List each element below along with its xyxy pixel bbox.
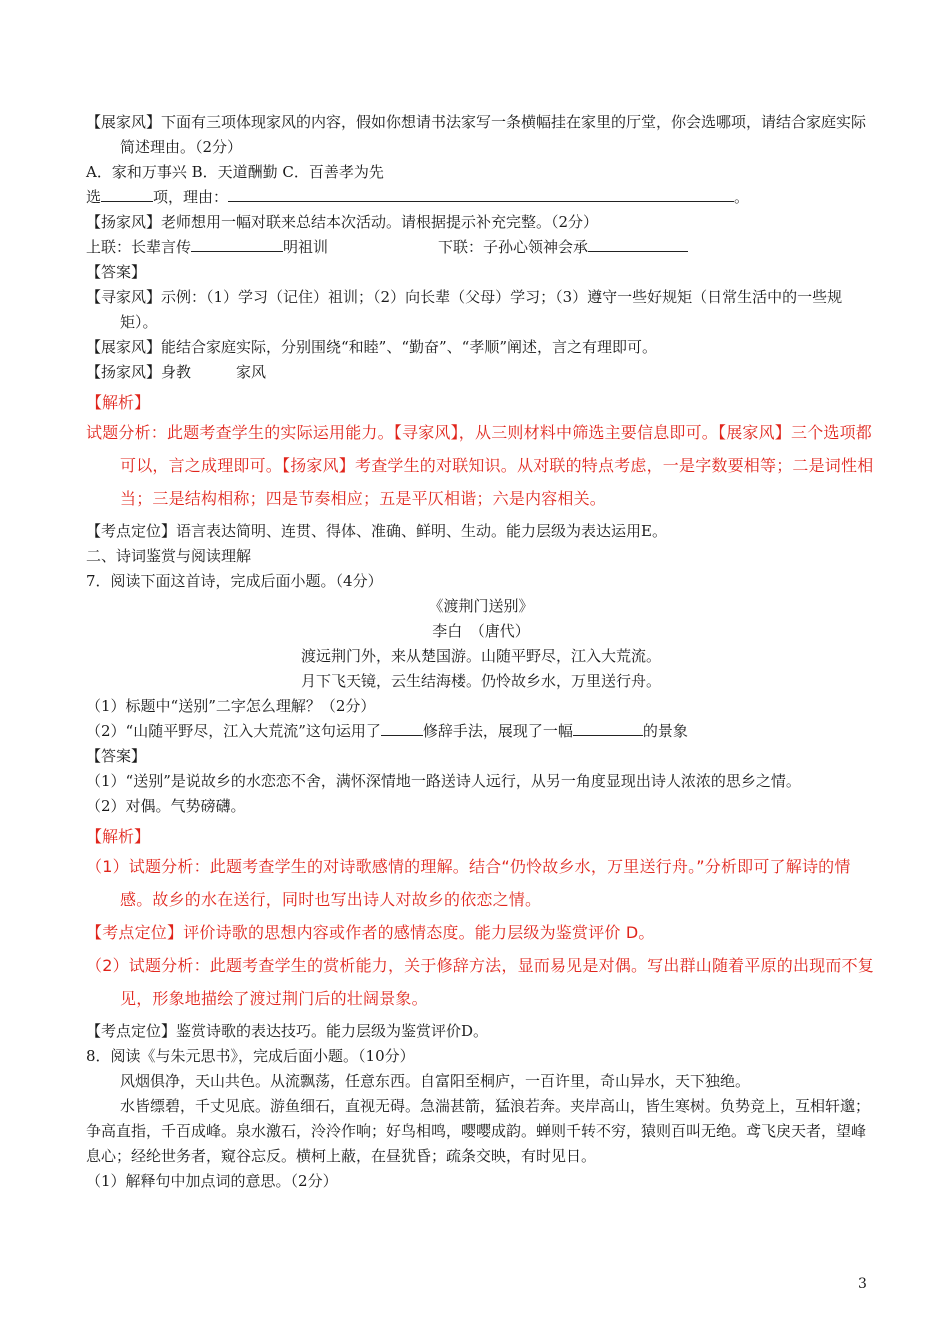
reason-blank[interactable] (228, 185, 734, 202)
answer-7-2: （2）对偶。气势磅礴。 (86, 797, 246, 815)
kaodian-1: 【考点定位】语言表达简明、连贯、得体、准确、鲜明、生动。能力层级为表达运用E。 (86, 522, 667, 540)
question-7-stem: 7．阅读下面这首诗，完成后面小题。（4分） (86, 572, 383, 590)
poem-author: 李白 （唐代） (432, 622, 530, 640)
scene-blank[interactable] (573, 719, 643, 736)
question-8-sub-1: （1）解释句中加点词的意思。（2分） (86, 1172, 338, 1190)
kaodian-2: 【考点定位】鉴赏诗歌的表达技巧。能力层级为鉴赏评价D。 (86, 1022, 489, 1040)
couplet-line (86, 235, 876, 260)
analysis-heading-2: 【解析】 (86, 827, 151, 846)
choice-blank[interactable] (101, 185, 153, 202)
zhanjiafeng-answer-line (86, 185, 876, 210)
answer-heading: 【答案】 (86, 263, 147, 281)
answer-7-1: （1）“送别”是说故乡的水恋恋不舍，满怀深情地一路送诗人远行，从另一角度显现出诗人浓浓的思乡之情。 (86, 772, 801, 790)
analysis-heading: 【解析】 (86, 393, 151, 412)
answer-zhanjiafeng: 【展家风】能结合家庭实际，分别围绕“和睦”、“勤奋”、“孝顺”阐述，言之有理即可。 (86, 338, 658, 356)
lower-couplet-blank[interactable] (588, 235, 688, 252)
rhetoric-blank[interactable] (381, 719, 423, 736)
upper-couplet-suffix: 明祖训 (283, 238, 329, 256)
answer-xunjiafeng: 【寻家风】示例：（1）学习（记住）祖训；（2）向长辈（父母）学习；（3）遵守一些好规矩（日常生活中的一些规矩）。 (86, 288, 843, 331)
sub2-prefix: （2）“山随平野尽，江入大荒流”这句运用了 (86, 722, 381, 740)
analysis-7-kaodian: 【考点定位】评价诗歌的思想内容或作者的感情态度。能力层级为鉴赏评价 D。 (86, 923, 655, 942)
poem-line-1: 渡远荆门外，来从楚国游。山随平野尽，江入大荒流。 (300, 647, 661, 665)
analysis-7-1: （1）试题分析：此题考查学生的对诗歌感情的理解。结合“仍怜故乡水，万里送行舟。”分析即可了解诗的情感。故乡的水在送行，同时也写出诗人对故乡的依恋之情。 (86, 857, 851, 909)
answer-prefix: 选 (86, 188, 102, 206)
upper-couplet-blank[interactable] (191, 235, 283, 252)
passage-para-1: 风烟俱净，天山共色。从流飘荡，任意东西。自富阳至桐庐，一百许里，奇山异水，天下独绝。 (120, 1072, 751, 1090)
sub2-end: 的景象 (642, 722, 688, 740)
yangjiafeng-question: 【扬家风】老师想用一幅对联来总结本次活动。请根据提示补充完整。（2分） (86, 213, 599, 231)
analysis-7-2: （2）试题分析：此题考查学生的赏析能力，关于修辞方法，显而易见是对偶。写出群山随着平原的出现而不复见，形象地描绘了渡过荆门后的壮阔景象。 (86, 956, 874, 1008)
page-number: 3 (858, 1276, 867, 1292)
zhanjiafeng-options: A．家和万事兴 B．天道酬勤 C．百善孝为先 (86, 163, 384, 181)
analysis-text: 试题分析：此题考查学生的实际运用能力。【寻家风】，从三则材料中筛选主要信息即可。【展家风】三个选项都可以，言之成理即可。【扬家风】考查学生的对联知识。从对联的特点考虑，一是字数要相等；二是词性相当；三是结构相称；四是节奏相应；五是平仄相谐；六是内容相关。 (86, 423, 874, 508)
lower-couplet-prefix: 下联：子孙心领神会承 (438, 238, 589, 256)
poem-title: 《渡荆门送别》 (428, 597, 534, 615)
answer-mid: 项，理由： (153, 188, 229, 206)
zhanjiafeng-question: 【展家风】下面有三项体现家风的内容，假如你想请书法家写一条横幅挂在家里的厅堂，你会选哪项，请结合家庭实际简述理由。（2分） (86, 113, 867, 156)
answer-yangjiafeng: 【扬家风】身教 家风 (86, 363, 267, 381)
section-2-title: 二、诗词鉴赏与阅读理解 (86, 547, 252, 565)
poem-line-2: 月下飞天镜，云生结海楼。仍怜故乡水，万里送行舟。 (300, 672, 661, 690)
upper-couplet-prefix: 上联：长辈言传 (86, 238, 192, 256)
passage-para-2: 水皆缥碧，千丈见底。游鱼细石，直视无碍。急湍甚箭，猛浪若奔。夹岸高山，皆生寒树。负势竞上，互相轩邈；争高直指，千百成峰。泉水激石，泠泠作响；好鸟相鸣，嘤嘤成韵。蝉则千转不穷，猿则百叫无绝。鸢飞戾天者，望峰息心；经纶世务者，窥谷忘反。横柯上蔽，在昼犹昏；疏条交映，有时见日。 (86, 1097, 871, 1165)
question-7-sub-2 (86, 719, 876, 744)
question-7-sub-1: （1）标题中“送别”二字怎么理解？（2分） (86, 697, 376, 715)
answer-end: 。 (734, 188, 750, 206)
answer-heading-2: 【答案】 (86, 747, 147, 765)
sub2-mid: 修辞手法，展现了一幅 (422, 722, 573, 740)
document-page (86, 110, 876, 1194)
question-8-stem: 8．阅读《与朱元思书》，完成后面小题。（10分） (86, 1047, 415, 1065)
